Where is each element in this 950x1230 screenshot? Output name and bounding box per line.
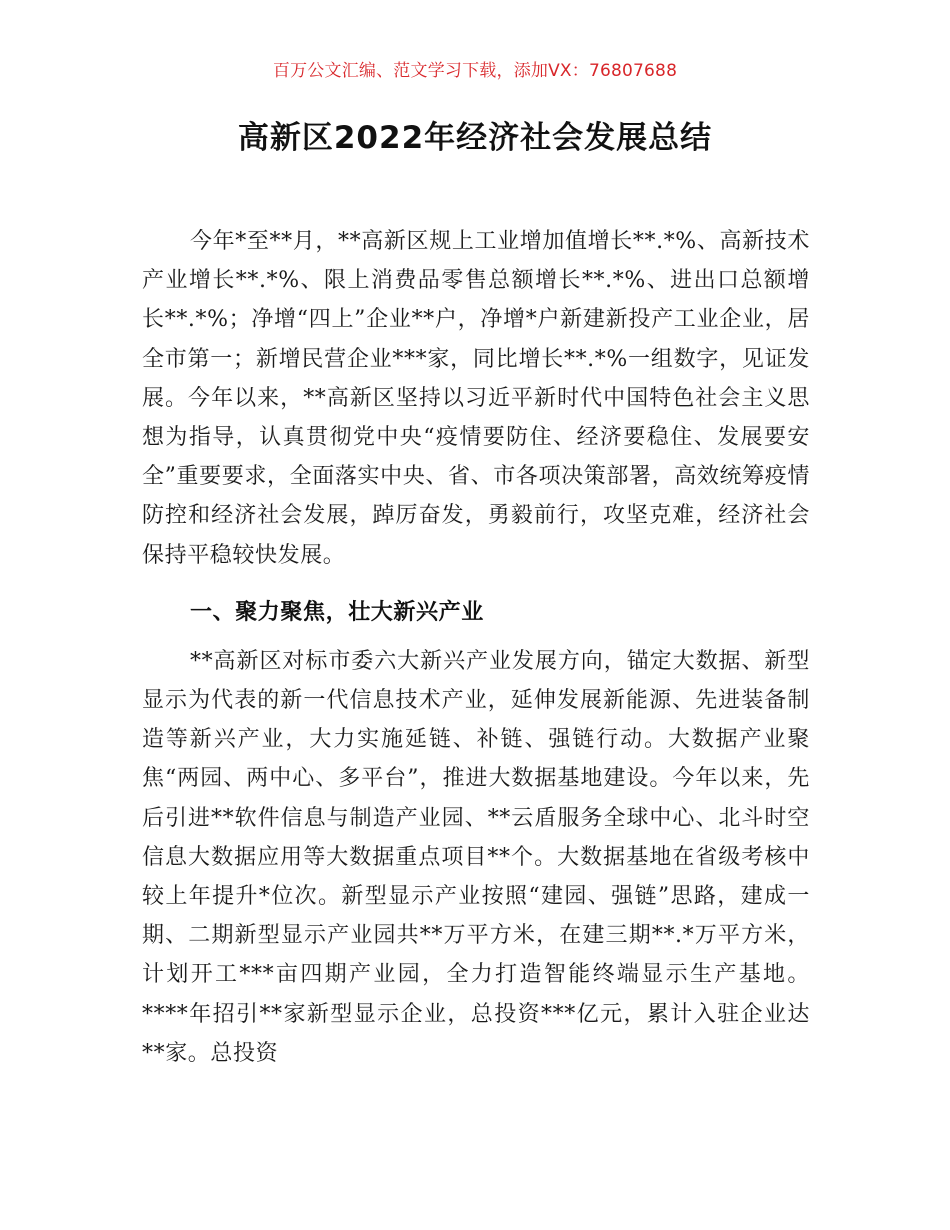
section-heading-1: 一、聚力聚焦，壮大新兴产业 xyxy=(190,599,484,625)
watermark-banner: 百万公文汇编、范文学习下载，添加VX：76807688 xyxy=(272,61,678,81)
intro-paragraph: 今年*至**月，**高新区规上工业增加值增长**.*%、高新技术产业增长**.*%、限上消费品零售总额增长**.*%、进出口总额增长**.*%；净增“四上”企业**户，净增*户新建新投产工业企业，居全市第一；新增民营企业***家，同比增长**.*%一组数字，见证发展。今年以来，**高新区坚持以习近平新时代中国特色社会主义思想为指导，认真贯彻党中央“疫情要防住、经济要稳住、发展要安全”重要要求，全面落实中央、省、市各项决策部署，高效统筹疫情防控和经济社会发展，踔厉奋发，勇毅前行，攻坚克难，经济社会保持平稳较快发展。 xyxy=(142,229,810,568)
section-1-paragraph: **高新区对标市委六大新兴产业发展方向，锚定大数据、新型显示为代表的新一代信息技术产业，延伸发展新能源、先进装备制造等新兴产业，大力实施延链、补链、强链行动。大数据产业聚焦“两园、两中心、多平台”，推进大数据基地建设。今年以来，先后引进**软件信息与制造产业园、**云盾服务全球中心、北斗时空信息大数据应用等大数据重点项目**个。大数据基地在省级考核中较上年提升*位次。新型显示产业按照“建园、强链”思路，建成一期、二期新型显示产业园共**万平方米，在建三期**.*万平方米，计划开工***亩四期产业园，全力打造智能终端显示生产基地。****年招引**家新型显示企业，总投资***亿元，累计入驻企业达**家。总投资 xyxy=(142,648,810,1066)
document-title: 高新区2022年经济社会发展总结 xyxy=(237,120,713,156)
document-body xyxy=(142,222,810,1073)
